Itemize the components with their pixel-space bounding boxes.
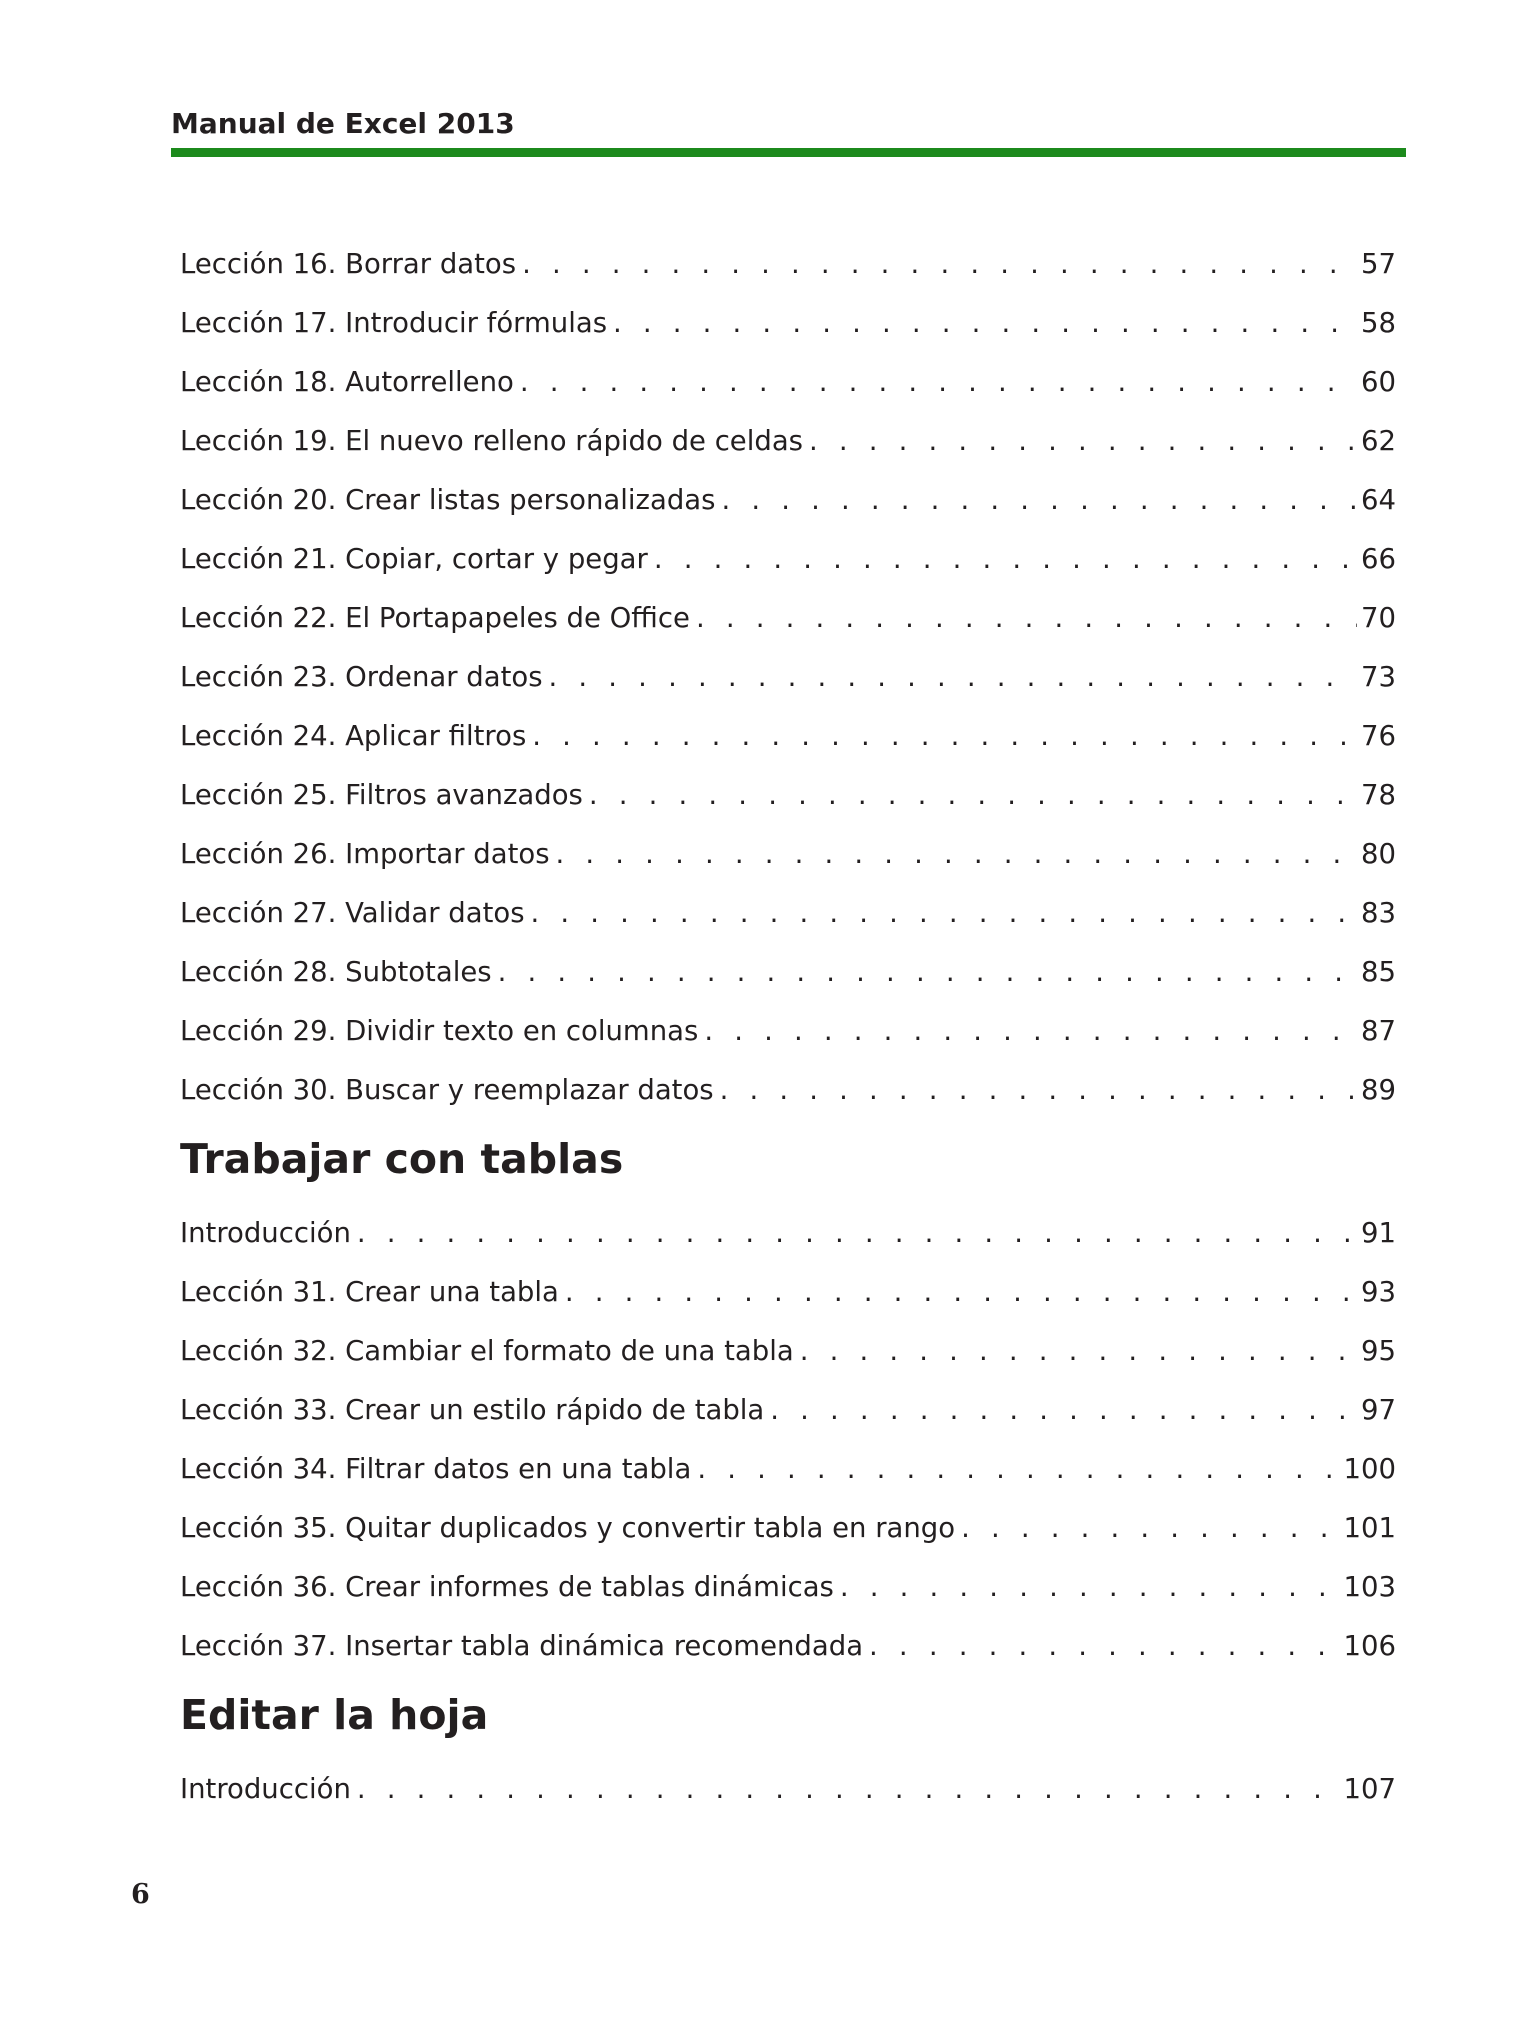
toc-entry-title: Lección 34. Filtrar datos en una tabla	[180, 1453, 692, 1485]
toc-entry[interactable]	[180, 419, 1396, 478]
toc-entry-title: Introducción	[180, 1217, 351, 1249]
toc-entry-title: Lección 32. Cambiar el formato de una tabla	[180, 1335, 794, 1367]
toc-entry-title: Lección 25. Filtros avanzados	[180, 779, 583, 811]
toc-entry[interactable]	[180, 1211, 1396, 1270]
toc-entry[interactable]	[180, 242, 1396, 301]
toc-entry[interactable]	[180, 301, 1396, 360]
toc-dot-leader	[696, 596, 1357, 640]
toc-entry-title: Lección 37. Insertar tabla dinámica recomendada	[180, 1630, 864, 1662]
toc-entry-title: Lección 19. El nuevo relleno rápido de celdas	[180, 425, 804, 457]
toc-entry-title: Introducción	[180, 1773, 351, 1805]
toc-dot-leader	[720, 1068, 1357, 1112]
toc-entry[interactable]	[180, 537, 1396, 596]
toc-entry[interactable]	[180, 596, 1396, 655]
toc-section	[180, 1127, 1396, 1683]
toc-entry-page: 57	[1361, 248, 1396, 280]
toc-entry-title: Lección 33. Crear un estilo rápido de tabla	[180, 1394, 765, 1426]
toc-dot-leader	[549, 655, 1357, 699]
toc-entry-page: 80	[1361, 838, 1396, 870]
toc-dot-leader	[770, 1388, 1357, 1432]
page-number: 6	[131, 1879, 150, 1910]
toc-entry-page: 78	[1361, 779, 1396, 811]
toc-entry[interactable]	[180, 1767, 1396, 1826]
toc-entry[interactable]	[180, 1329, 1396, 1388]
toc-entry-title: Lección 28. Subtotales	[180, 956, 492, 988]
toc-entry-page: 62	[1361, 425, 1396, 457]
toc-entry[interactable]	[180, 655, 1396, 714]
toc-entry-page: 83	[1361, 897, 1396, 929]
toc-entry-page: 97	[1361, 1394, 1396, 1426]
toc-entry[interactable]	[180, 891, 1396, 950]
toc-entry-page: 95	[1361, 1335, 1396, 1367]
toc-entry-page: 60	[1361, 366, 1396, 398]
toc-entry-title: Lección 18. Autorrelleno	[180, 366, 514, 398]
toc-entry-page: 106	[1343, 1630, 1396, 1662]
toc-entry-title: Lección 23. Ordenar datos	[180, 661, 543, 693]
toc-entry-page: 66	[1361, 543, 1396, 575]
toc-dot-leader	[556, 832, 1357, 876]
toc-dot-leader	[357, 1211, 1357, 1255]
toc-entry[interactable]	[180, 1624, 1396, 1683]
toc-entry-page: 70	[1361, 602, 1396, 634]
toc-entry-page: 89	[1361, 1074, 1396, 1106]
toc-entry[interactable]	[180, 1388, 1396, 1447]
toc-entry-page: 101	[1343, 1512, 1396, 1544]
toc-entry[interactable]	[180, 360, 1396, 419]
toc-dot-leader	[800, 1329, 1357, 1373]
toc-entry-title: Lección 30. Buscar y reemplazar datos	[180, 1074, 714, 1106]
toc-entry-title: Lección 27. Validar datos	[180, 897, 525, 929]
running-header-title: Manual de Excel 2013	[171, 107, 515, 140]
toc-entry[interactable]	[180, 832, 1396, 891]
toc-dot-leader	[654, 537, 1357, 581]
toc-dot-leader	[532, 714, 1357, 758]
toc-entry-page: 93	[1361, 1276, 1396, 1308]
toc-entry[interactable]	[180, 1068, 1396, 1127]
toc-entry-page: 87	[1361, 1015, 1396, 1047]
toc-section	[180, 1683, 1396, 1826]
toc-entry[interactable]	[180, 1565, 1396, 1624]
toc-dot-leader	[809, 419, 1357, 463]
toc-entry-page: 107	[1343, 1773, 1396, 1805]
toc-entry-title: Lección 17. Introducir fórmulas	[180, 307, 608, 339]
toc-dot-leader	[522, 242, 1357, 286]
toc-entry-page: 64	[1361, 484, 1396, 516]
toc-dot-leader	[589, 773, 1357, 817]
toc-entry[interactable]	[180, 950, 1396, 1009]
header-rule	[171, 148, 1406, 157]
toc-entry[interactable]	[180, 1506, 1396, 1565]
section-heading: Editar la hoja	[180, 1691, 489, 1739]
toc-entry-title: Lección 31. Crear una tabla	[180, 1276, 559, 1308]
toc-entry-title: Lección 36. Crear informes de tablas dinámicas	[180, 1571, 834, 1603]
toc-dot-leader	[869, 1624, 1339, 1668]
table-of-contents	[180, 242, 1396, 1826]
toc-dot-leader	[498, 950, 1357, 994]
section-heading: Trabajar con tablas	[180, 1135, 624, 1183]
toc-entry-page: 85	[1361, 956, 1396, 988]
toc-entry-title: Lección 22. El Portapapeles de Office	[180, 602, 690, 634]
toc-entry-title: Lección 26. Importar datos	[180, 838, 550, 870]
toc-dot-leader	[520, 360, 1357, 404]
toc-section	[180, 242, 1396, 1127]
toc-entry[interactable]	[180, 714, 1396, 773]
toc-dot-leader	[357, 1767, 1340, 1811]
toc-entry-title: Lección 20. Crear listas personalizadas	[180, 484, 716, 516]
toc-entry-title: Lección 35. Quitar duplicados y convertir tabla en rango	[180, 1512, 956, 1544]
toc-entry-title: Lección 29. Dividir texto en columnas	[180, 1015, 699, 1047]
toc-entry-page: 73	[1361, 661, 1396, 693]
toc-entry-title: Lección 16. Borrar datos	[180, 248, 517, 280]
toc-entry-title: Lección 24. Aplicar filtros	[180, 720, 527, 752]
toc-dot-leader	[704, 1009, 1357, 1053]
toc-dot-leader	[840, 1565, 1340, 1609]
toc-dot-leader	[531, 891, 1357, 935]
toc-entry[interactable]	[180, 1270, 1396, 1329]
toc-entry[interactable]	[180, 1447, 1396, 1506]
toc-entry-page: 103	[1343, 1571, 1396, 1603]
toc-dot-leader	[721, 478, 1357, 522]
toc-entry-page: 100	[1343, 1453, 1396, 1485]
toc-dot-leader	[613, 301, 1357, 345]
toc-dot-leader	[697, 1447, 1339, 1491]
toc-dot-leader	[565, 1270, 1357, 1314]
toc-entry-page: 58	[1361, 307, 1396, 339]
toc-entry[interactable]	[180, 773, 1396, 832]
toc-entry-title: Lección 21. Copiar, cortar y pegar	[180, 543, 648, 575]
toc-entry-page: 91	[1361, 1217, 1396, 1249]
toc-entry[interactable]	[180, 1009, 1396, 1068]
toc-dot-leader	[961, 1506, 1339, 1550]
toc-entry[interactable]	[180, 478, 1396, 537]
toc-entry-page: 76	[1361, 720, 1396, 752]
